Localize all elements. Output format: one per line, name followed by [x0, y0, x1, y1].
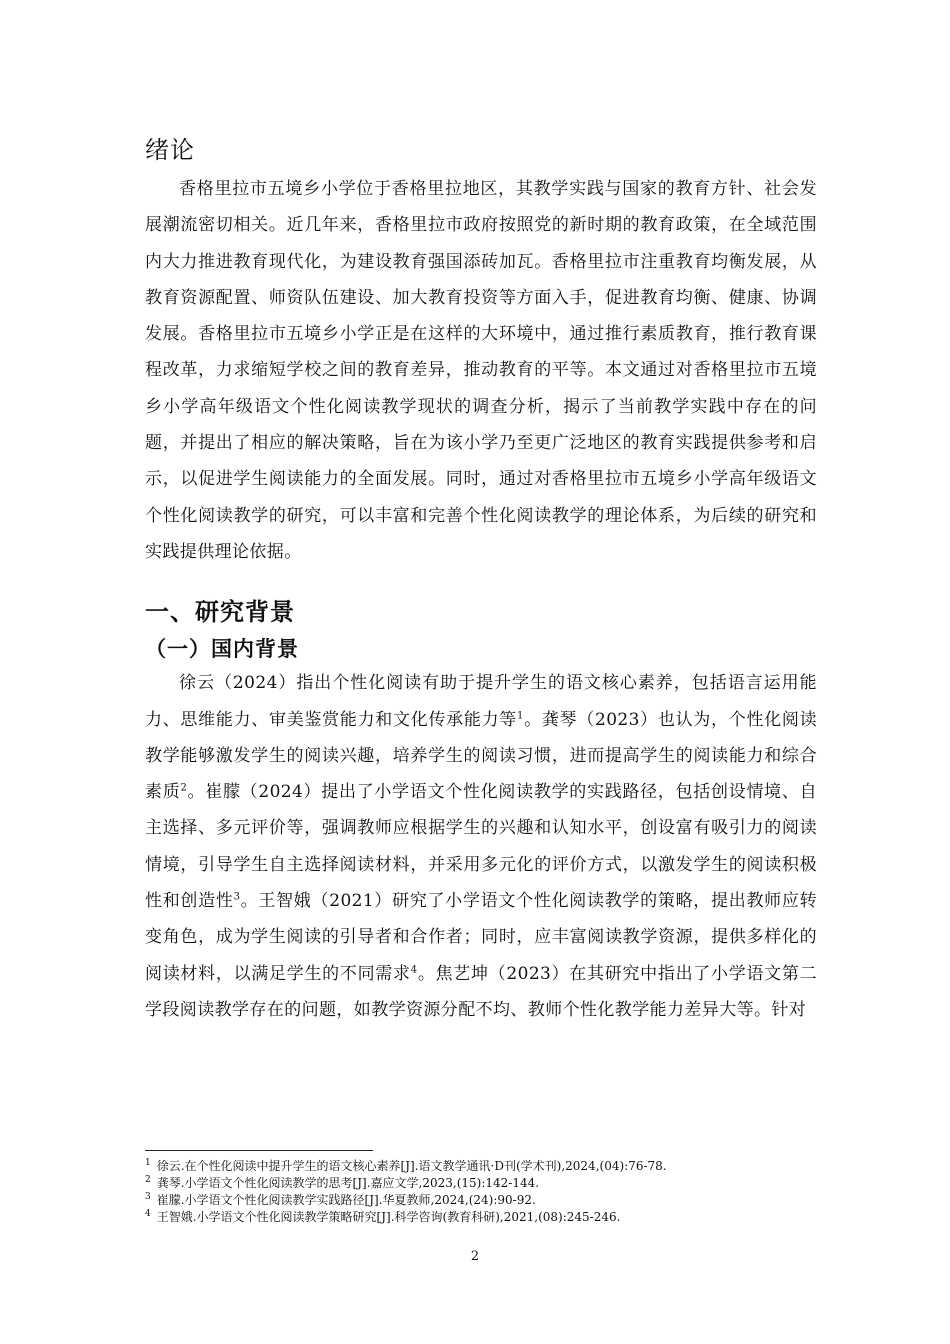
footnote-ref-4[interactable]: 4 [410, 963, 418, 975]
footnote-text: 崔朦.小学语文个性化阅读教学实践路径[J].华夏教师,2024,(24):90-92. [156, 1193, 536, 1207]
footnote-text: 王智娥.小学语文个性化阅读教学策略研究[J].科学咨询(教育科研),2021,(08):245-246. [156, 1210, 621, 1224]
domestic-background-paragraph [145, 665, 817, 1028]
footnote-2 [145, 1175, 825, 1192]
footnote-separator [145, 1150, 373, 1151]
intro-heading: 绪论 [145, 136, 195, 164]
subsection-heading-domestic-background: （一）国内背景 [145, 637, 299, 662]
paragraph-text: 。王智娥（2021）研究了小学语文个性化阅读教学的策略，提出教师应转变角色，成为学生阅读的引导者和合作者；同时，应丰富阅读教学资源，提供多样化的阅读材料，以满足学生的不同需求 [145, 891, 817, 984]
paragraph-text: 。崔朦（2024）提出了小学语文个性化阅读教学的实践路径，包括创设情境、自主选择、多元评价等，强调教师应根据学生的兴趣和认知水平，创设富有吸引力的阅读情境，引导学生自主选择阅读材料，并采用多元化的评价方式，以激发学生的阅读积极性和创造性 [145, 782, 817, 912]
footnote-number: 4 [145, 1209, 151, 1219]
intro-paragraph: 香格里拉市五境乡小学位于香格里拉地区，其教学实践与国家的教育方针、社会发展潮流密切相关。近几年来，香格里拉市政府按照党的新时期的教育政策，在全域范围内大力推进教育现代化，为建设教育强国添砖加瓦。香格里拉市注重教育均衡发展，从教育资源配置、师资队伍建设、加大教育投资等方面入手，促进教育均衡、健康、协调发展。香格里拉市五境乡小学正是在这样的大环境中，通过推行素质教育，推行教育课程改革，力求缩短学校之间的教育差异，推动教育的平等。本文通过对香格里拉市五境乡小学高年级语文个性化阅读教学现状的调查分析，揭示了当前教学实践中存在的问题，并提出了相应的解决策略，旨在为该小学乃至更广泛地区的教育实践提供参考和启示，以促进学生阅读能力的全面发展。同时，通过对香格里拉市五境乡小学高年级语文个性化阅读教学的研究，可以丰富和完善个性化阅读教学的理论体系，为后续的研究和实践提供理论依据。 [145, 179, 817, 562]
footnote-number: 2 [145, 1175, 151, 1185]
footnote-text: 龚琴.小学语文个性化阅读教学的思考[J].嘉应文学,2023,(15):142-144. [156, 1176, 540, 1190]
footnote-ref-1[interactable]: 1 [517, 709, 524, 721]
paragraph-text: 徐云（2024）指出个性化阅读有助于提升学生的语文核心素养，包括语言运用能力、思维能力、审美鉴赏能力和文化传承能力等 [145, 673, 817, 730]
section-heading-research-background: 一、研究背景 [145, 598, 295, 627]
paragraph-text: 。龚琴（2023）也认为，个性化阅读教学能够激发学生的阅读兴趣，培养学生的阅读习惯，进而提高学生的阅读能力和综合素质 [145, 709, 817, 803]
footnote-3 [145, 1192, 825, 1209]
footnote-number: 1 [145, 1158, 151, 1168]
footnote-text: 徐云.在个性化阅读中提升学生的语文核心素养[J].语文教学通讯·D刊(学术刊),2024,(04):76-78. [156, 1159, 667, 1173]
footnotes [145, 1158, 825, 1226]
page-number: 2 [470, 1249, 480, 1264]
footnote-1 [145, 1158, 825, 1175]
footnote-ref-3[interactable]: 3 [233, 891, 241, 903]
main-content [145, 118, 817, 1028]
footnote-number: 3 [145, 1192, 151, 1202]
footnote-4 [145, 1209, 825, 1226]
paragraph-text: 。焦艺坤（2023）在其研究中指出了小学语文第二学段阅读教学存在的问题，如教学资源分配不均、教师个性化教学能力差异大等。针对 [145, 963, 817, 1020]
footnote-ref-2[interactable]: 2 [180, 782, 188, 794]
